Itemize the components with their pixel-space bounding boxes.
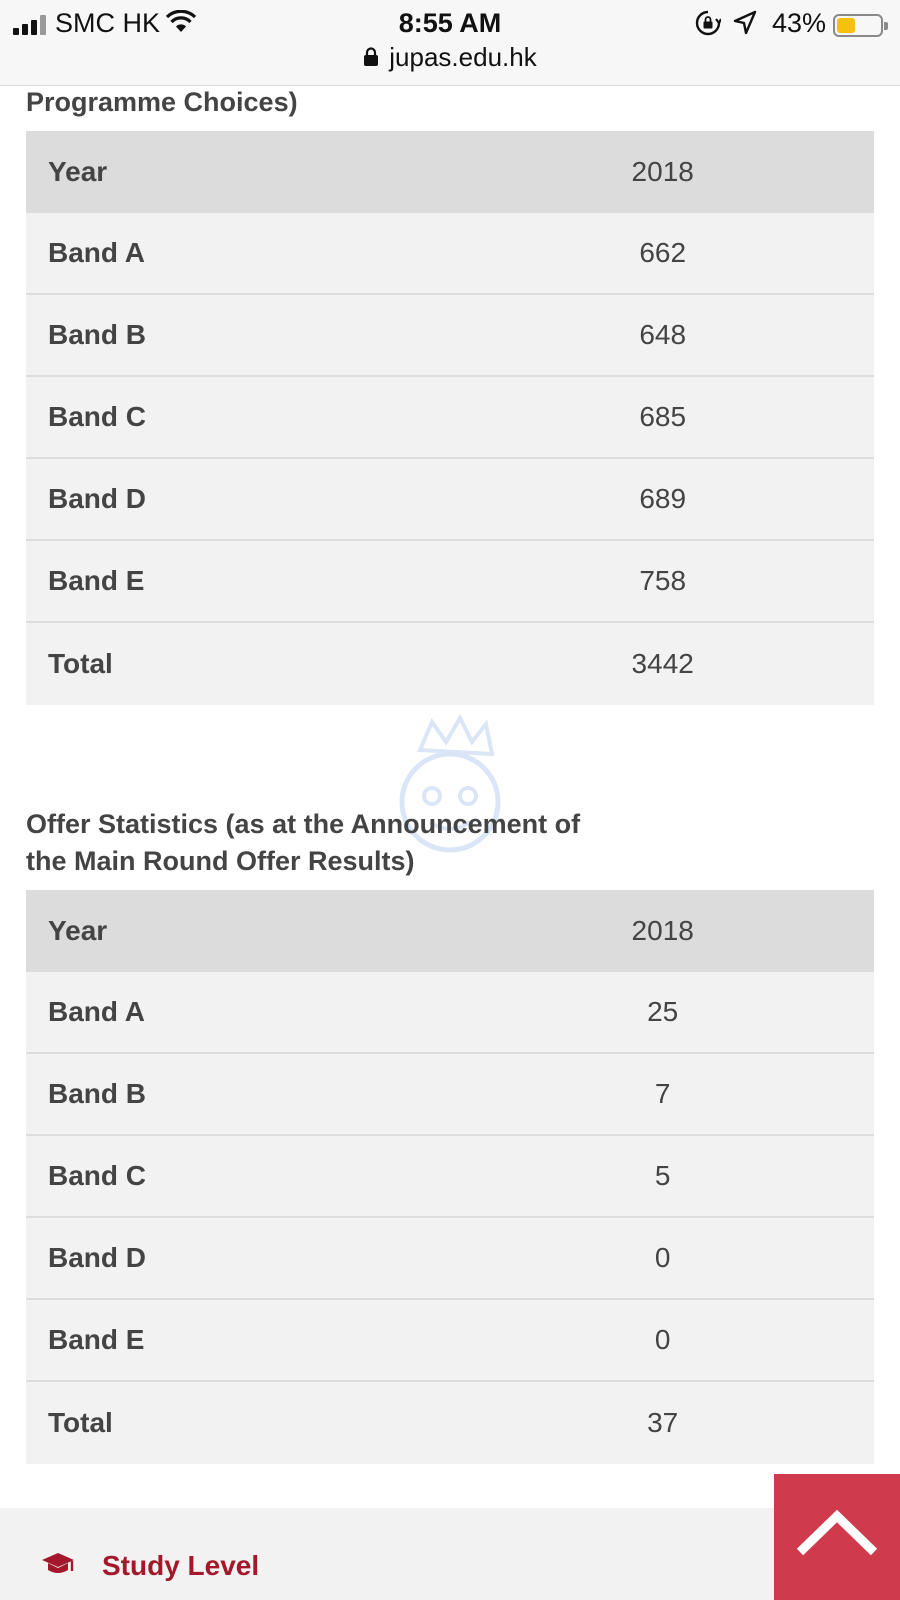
row-label: Band C bbox=[48, 1160, 146, 1191]
url-text: jupas.edu.hk bbox=[389, 42, 537, 72]
table-row bbox=[26, 1300, 874, 1382]
table-row-total bbox=[26, 623, 874, 705]
table-row bbox=[26, 459, 874, 541]
table-row bbox=[26, 1136, 874, 1218]
row-label: Band E bbox=[48, 565, 145, 596]
graduation-cap-icon bbox=[40, 1552, 76, 1578]
table-row-total bbox=[26, 1382, 874, 1464]
row-value: 0 bbox=[654, 1324, 671, 1355]
row-label: Band A bbox=[48, 996, 145, 1027]
row-value: 758 bbox=[639, 565, 687, 596]
battery-percent: 43% bbox=[772, 8, 827, 38]
row-label: Band B bbox=[48, 1078, 146, 1109]
section-title-programme-choices: Programme Choices) bbox=[26, 87, 298, 117]
row-label: Total bbox=[48, 648, 113, 679]
row-label: Band E bbox=[48, 1324, 145, 1355]
row-value: 0 bbox=[654, 1242, 671, 1273]
header-value: 2018 bbox=[631, 915, 694, 946]
padlock-icon bbox=[363, 47, 379, 67]
location-arrow-icon bbox=[733, 10, 757, 36]
table-row bbox=[26, 295, 874, 377]
battery-fill bbox=[837, 18, 855, 33]
row-value: 685 bbox=[639, 401, 687, 432]
header-label: Year bbox=[48, 915, 108, 946]
study-level-link[interactable]: Study Level bbox=[102, 1550, 260, 1581]
battery-icon bbox=[833, 14, 883, 37]
table-row bbox=[26, 1218, 874, 1300]
back-to-top-button[interactable] bbox=[774, 1474, 900, 1600]
programme-choices-table bbox=[26, 131, 874, 705]
chevron-up-icon bbox=[774, 1474, 900, 1600]
row-value: 7 bbox=[654, 1078, 671, 1109]
header-value: 2018 bbox=[631, 156, 694, 187]
table-header-row bbox=[26, 131, 874, 213]
status-bar bbox=[0, 6, 900, 40]
section-title-offer-statistics bbox=[26, 806, 580, 880]
row-label: Band B bbox=[48, 319, 146, 350]
status-time: 8:55 AM bbox=[398, 8, 502, 38]
browser-top-bar bbox=[0, 0, 900, 86]
row-label: Band D bbox=[48, 483, 146, 514]
carrier-name: SMC HK bbox=[55, 8, 161, 38]
table-row bbox=[26, 377, 874, 459]
row-label: Total bbox=[48, 1407, 113, 1438]
url-bar[interactable] bbox=[0, 42, 900, 76]
table-row bbox=[26, 1054, 874, 1136]
row-label: Band D bbox=[48, 1242, 146, 1273]
section-title-line: Offer Statistics (as at the Announcement of bbox=[26, 809, 581, 839]
rotation-lock-icon bbox=[695, 10, 721, 36]
row-value: 689 bbox=[639, 483, 687, 514]
table-row bbox=[26, 541, 874, 623]
row-value: 5 bbox=[654, 1160, 671, 1191]
row-label: Band A bbox=[48, 237, 145, 268]
row-value: 648 bbox=[639, 319, 687, 350]
row-label: Band C bbox=[48, 401, 146, 432]
row-value: 3442 bbox=[631, 648, 694, 679]
row-value: 37 bbox=[647, 1407, 679, 1438]
row-value: 25 bbox=[647, 996, 679, 1027]
table-header-row bbox=[26, 890, 874, 972]
header-label: Year bbox=[48, 156, 108, 187]
offer-statistics-table bbox=[26, 890, 874, 1464]
table-row bbox=[26, 972, 874, 1054]
row-value: 662 bbox=[639, 237, 687, 268]
table-row bbox=[26, 213, 874, 295]
section-title-line: the Main Round Offer Results) bbox=[26, 846, 415, 876]
